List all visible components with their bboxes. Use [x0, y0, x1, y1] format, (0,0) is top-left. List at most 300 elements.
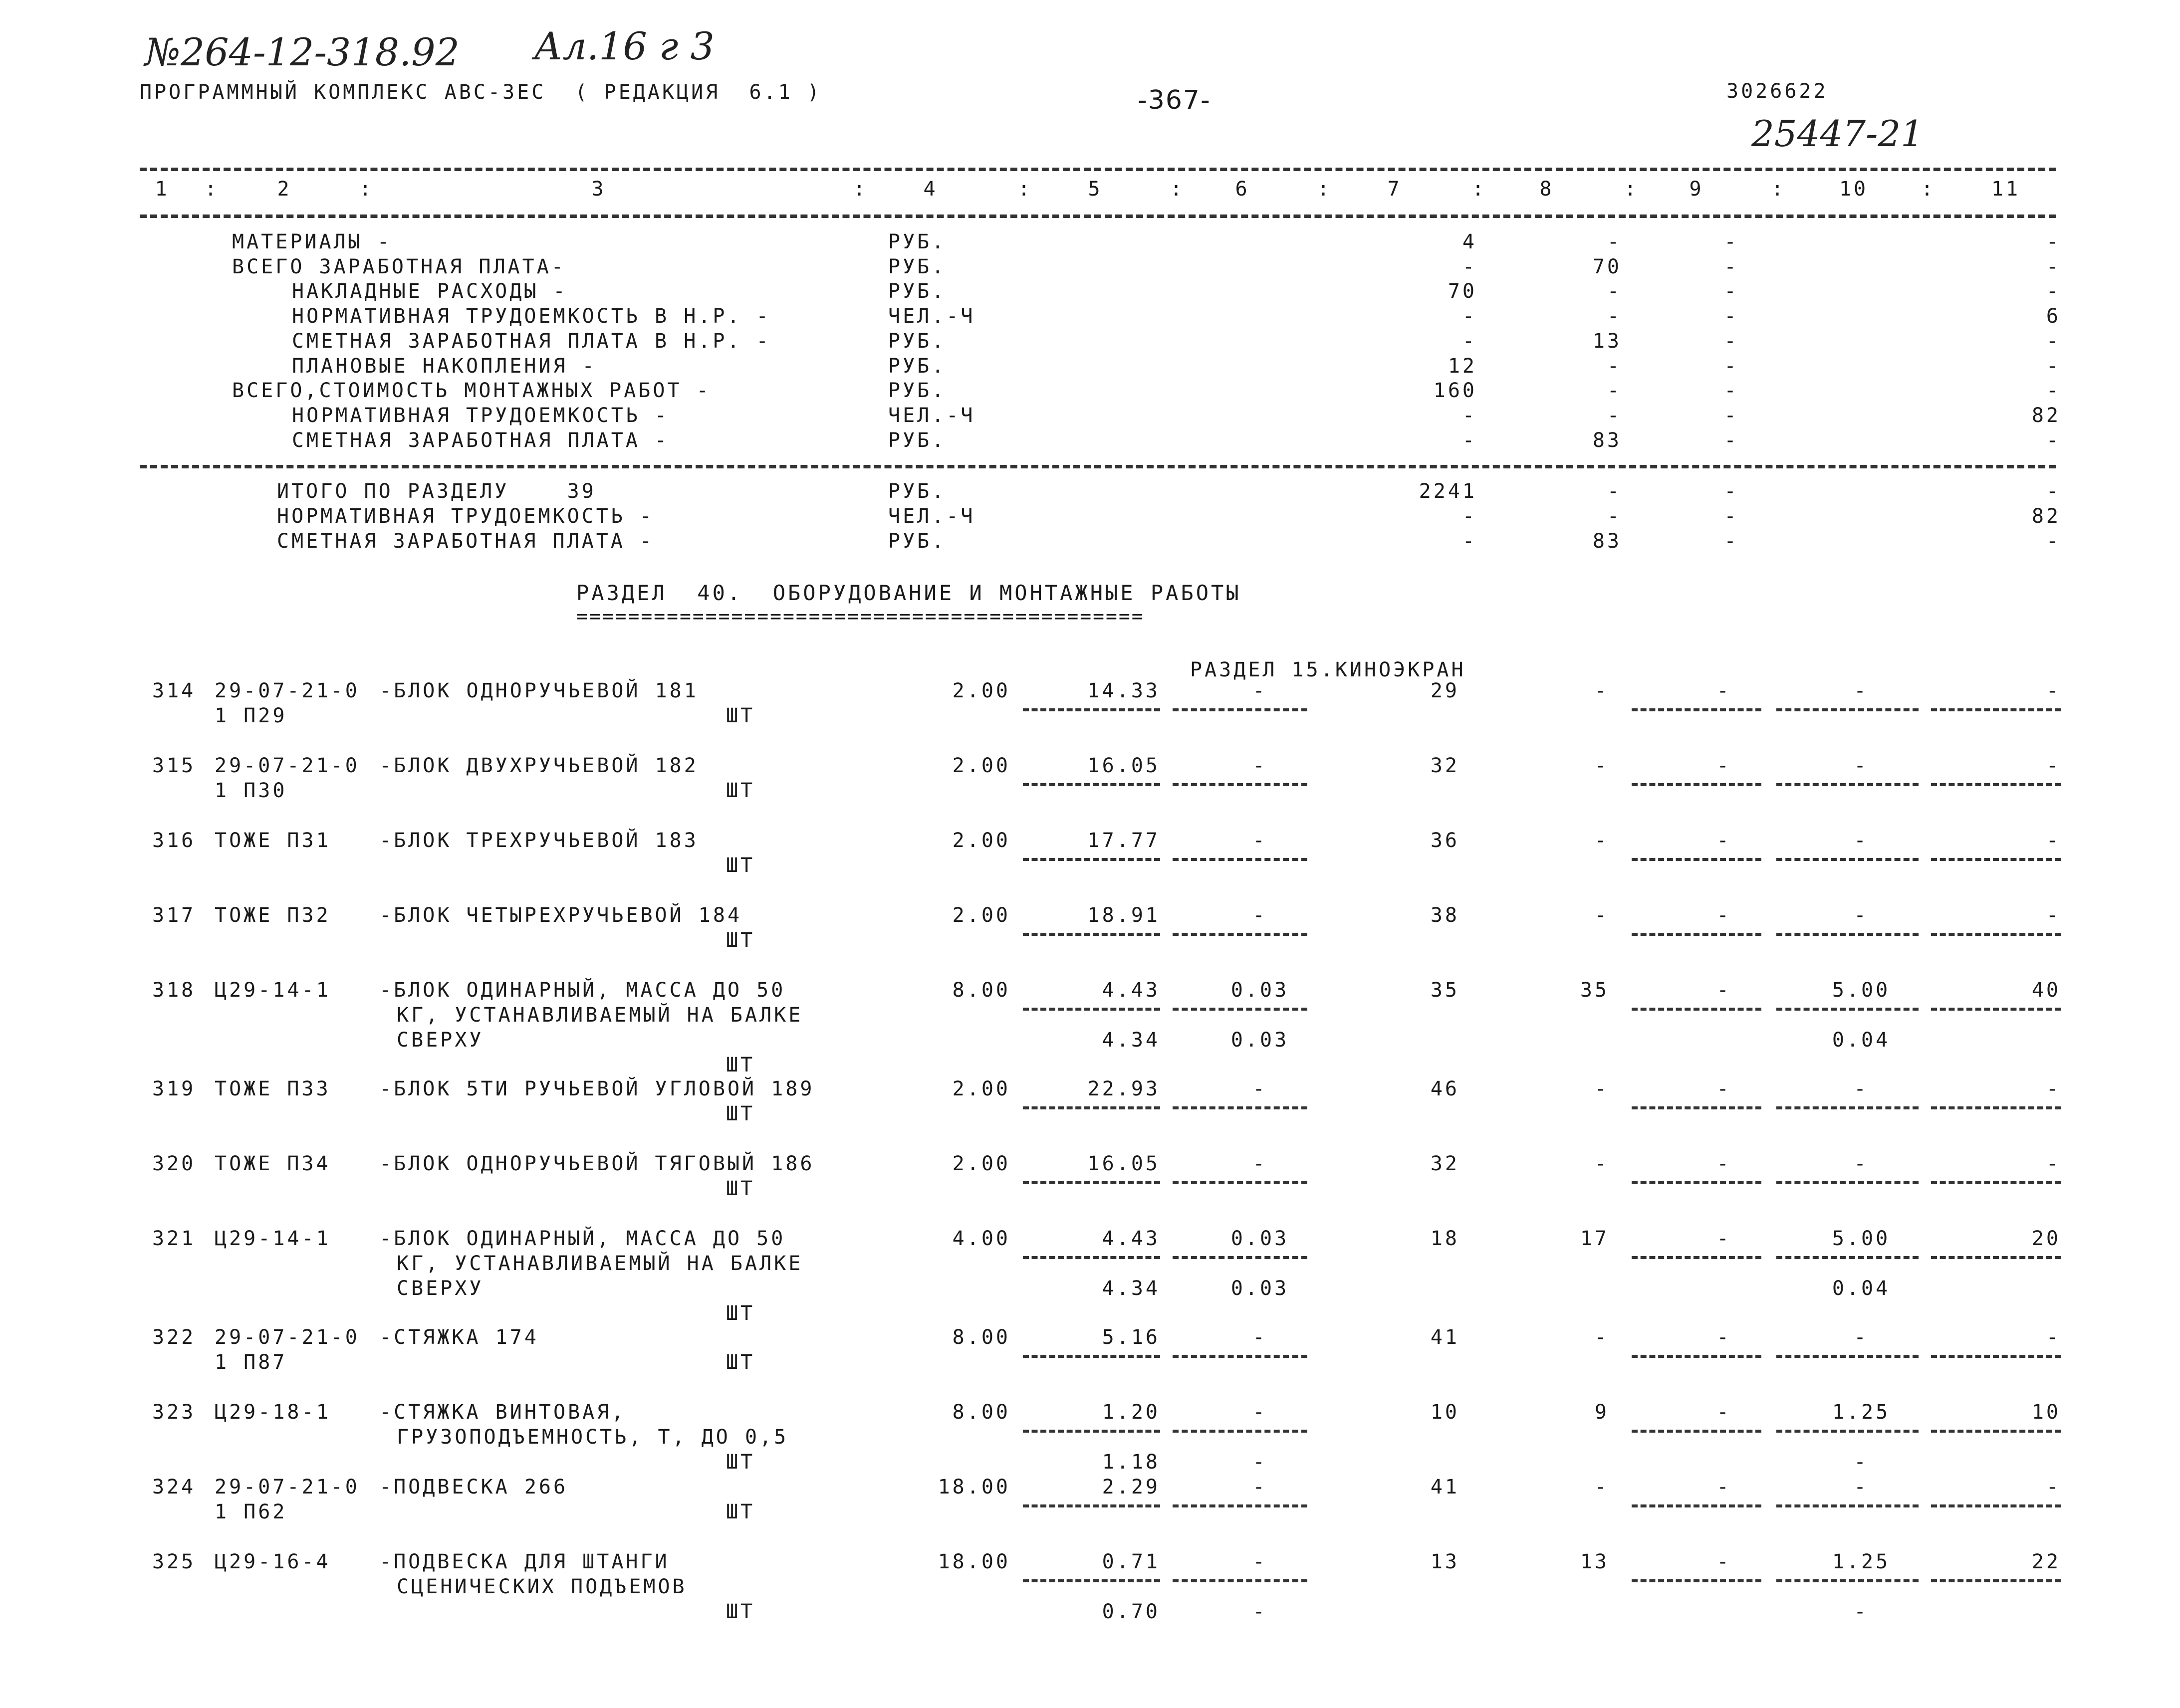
item-code-line2: 1 П87 — [215, 1351, 287, 1374]
divider-col5 — [1023, 1106, 1160, 1109]
summary-col8: - — [1607, 230, 1622, 253]
item-col11: - — [2046, 679, 2061, 702]
column-number: 3 — [591, 178, 606, 201]
divider-col11 — [1931, 783, 2061, 786]
divider-col11 — [1931, 1181, 2061, 1184]
item-col7: 46 — [1430, 1077, 1459, 1100]
item-col5: 2.29 — [1102, 1476, 1160, 1498]
divider-col10 — [1776, 933, 1919, 936]
item-col9: - — [1716, 829, 1731, 852]
divider-col9 — [1632, 1504, 1761, 1507]
totals-col8: - — [1607, 480, 1622, 503]
item-code-line2: 1 П29 — [215, 704, 287, 727]
item-col11: - — [2046, 1476, 2061, 1498]
divider-col5 — [1023, 1256, 1160, 1259]
item-col10: 5.00 — [1832, 1227, 1891, 1250]
item-col8: 9 — [1594, 1401, 1609, 1424]
summary-col8: 13 — [1592, 329, 1622, 353]
summary-label: НОРМАТИВНАЯ ТРУДОЕМКОСТЬ - — [292, 404, 670, 427]
item-col8: 13 — [1580, 1550, 1609, 1573]
item-unit: ШТ — [726, 704, 755, 727]
item-col6: - — [1252, 829, 1267, 852]
divider-col6 — [1173, 1430, 1307, 1433]
divider-col11 — [1931, 1430, 2061, 1433]
item-col10: - — [1854, 904, 1869, 927]
totals-unit: РУБ. — [888, 480, 947, 503]
item-col10: - — [1854, 829, 1869, 852]
item-col10-sub: - — [1854, 1600, 1869, 1623]
item-quantity: 2.00 — [952, 1077, 1010, 1100]
item-code: ТОЖЕ П34 — [215, 1152, 331, 1175]
item-unit: ШТ — [726, 1102, 755, 1125]
column-separator: : — [1624, 178, 1639, 201]
item-col5: 1.20 — [1102, 1401, 1160, 1424]
item-col11: - — [2046, 1077, 2061, 1100]
summary-label: СМЕТНАЯ ЗАРАБОТНАЯ ПЛАТА В Н.Р. - — [292, 329, 771, 353]
item-col11: - — [2046, 904, 2061, 927]
divider-col6 — [1173, 1579, 1307, 1582]
summary-unit: ЧЕЛ.-Ч — [888, 404, 975, 427]
item-col10-sub: 0.04 — [1832, 1277, 1891, 1300]
divider-col9 — [1632, 1430, 1761, 1433]
item-quantity: 4.00 — [952, 1227, 1010, 1250]
item-col9: - — [1716, 754, 1731, 777]
divider-col11 — [1931, 1355, 2061, 1358]
summary-col7: 4 — [1462, 230, 1477, 253]
divider-col5 — [1023, 1355, 1160, 1358]
item-col8: - — [1594, 1077, 1609, 1100]
column-separator: : — [359, 178, 374, 201]
divider-col9 — [1632, 1106, 1761, 1109]
item-code-line2: 1 П62 — [215, 1500, 287, 1523]
totals-col7: - — [1462, 505, 1477, 528]
item-col9: - — [1716, 679, 1731, 702]
divider-col6 — [1173, 1106, 1307, 1109]
item-col8: 17 — [1580, 1227, 1609, 1250]
summary-col7: - — [1462, 255, 1477, 278]
item-number: 320 — [152, 1152, 196, 1175]
item-col8: - — [1594, 1326, 1609, 1349]
item-number: 318 — [152, 979, 196, 1002]
summary-col11: - — [2046, 354, 2061, 378]
item-col9: - — [1716, 1152, 1731, 1175]
item-col6: - — [1252, 1152, 1267, 1175]
item-col6: 0.03 — [1230, 979, 1289, 1002]
item-col6: - — [1252, 1550, 1267, 1573]
header-rule-bottom — [140, 214, 2056, 218]
page-number: -367- — [1138, 85, 1211, 115]
summary-col11: - — [2046, 379, 2061, 403]
item-number: 319 — [152, 1077, 196, 1100]
column-separator: : — [1317, 178, 1332, 201]
item-col10: - — [1854, 754, 1869, 777]
item-quantity: 18.00 — [938, 1476, 1010, 1498]
item-col7: 18 — [1430, 1227, 1459, 1250]
divider-col11 — [1931, 1504, 2061, 1507]
item-number: 325 — [152, 1550, 196, 1573]
totals-col11: - — [2046, 530, 2061, 553]
item-name: -БЛОК 5ТИ РУЧЬЕВОЙ УГЛОВОЙ 189 — [379, 1077, 815, 1100]
item-unit: ШТ — [726, 1451, 755, 1474]
divider-col11 — [1931, 1579, 2061, 1582]
item-col5: 4.43 — [1102, 979, 1160, 1002]
item-col11: - — [2046, 754, 2061, 777]
column-separator: : — [1170, 178, 1185, 201]
summary-col9: - — [1724, 329, 1739, 353]
divider-col5 — [1023, 933, 1160, 936]
summary-col11: 82 — [2031, 404, 2061, 427]
totals-label: ИТОГО ПО РАЗДЕЛУ 39 — [277, 480, 596, 503]
item-col5: 22.93 — [1087, 1077, 1160, 1100]
summary-col7: - — [1462, 404, 1477, 427]
totals-col11: - — [2046, 480, 2061, 503]
totals-unit: ЧЕЛ.-Ч — [888, 505, 975, 528]
summary-label: ПЛАНОВЫЕ НАКОПЛЕНИЯ - — [292, 354, 597, 378]
summary-label: НОРМАТИВНАЯ ТРУДОЕМКОСТЬ В Н.Р. - — [292, 305, 771, 328]
item-unit: ШТ — [726, 854, 755, 877]
summary-col7: 12 — [1448, 354, 1477, 378]
summary-unit: РУБ. — [888, 280, 947, 303]
item-col9: - — [1716, 1326, 1731, 1349]
column-number: 4 — [923, 178, 938, 201]
summary-unit: РУБ. — [888, 354, 947, 378]
item-name: -СТЯЖКА ВИНТОВАЯ, — [379, 1401, 626, 1424]
item-number: 314 — [152, 679, 196, 702]
item-name: СЦЕНИЧЕСКИХ ПОДЪЕМОВ — [397, 1575, 687, 1598]
item-col11: 10 — [2031, 1401, 2061, 1424]
divider-col6 — [1173, 1355, 1307, 1358]
column-number: 7 — [1387, 178, 1402, 201]
item-col6: 0.03 — [1230, 1227, 1289, 1250]
item-number: 323 — [152, 1401, 196, 1424]
divider-col10 — [1776, 1430, 1919, 1433]
item-number: 316 — [152, 829, 196, 852]
item-col5: 14.33 — [1087, 679, 1160, 702]
item-col7: 13 — [1430, 1550, 1459, 1573]
item-col5: 0.71 — [1102, 1550, 1160, 1573]
summary-label: СМЕТНАЯ ЗАРАБОТНАЯ ПЛАТА - — [292, 428, 670, 452]
item-name: -ПОДВЕСКА ДЛЯ ШТАНГИ — [379, 1550, 670, 1573]
column-separator: : — [1018, 178, 1033, 201]
item-col10: - — [1854, 1476, 1869, 1498]
item-code: 29-07-21-0 — [215, 679, 360, 702]
item-number: 321 — [152, 1227, 196, 1250]
summary-col11: 6 — [2046, 305, 2061, 328]
item-unit: ШТ — [726, 1177, 755, 1200]
totals-rule — [140, 465, 2056, 468]
divider-col10 — [1776, 1008, 1919, 1011]
item-quantity: 8.00 — [952, 1326, 1010, 1349]
column-number: 11 — [1991, 178, 2021, 201]
summary-col8: 83 — [1592, 428, 1622, 452]
divider-col9 — [1632, 1181, 1761, 1184]
summary-label: МАТЕРИАЛЫ - — [232, 230, 392, 253]
item-col7: 29 — [1430, 679, 1459, 702]
item-col5-sub: 0.70 — [1102, 1600, 1160, 1623]
item-quantity: 2.00 — [952, 829, 1010, 852]
divider-col10 — [1776, 1579, 1919, 1582]
item-name: -БЛОК ОДНОРУЧЬЕВОЙ ТЯГОВЫЙ 186 — [379, 1152, 815, 1175]
divider-col10 — [1776, 783, 1919, 786]
summary-col11: - — [2046, 230, 2061, 253]
summary-col8: - — [1607, 379, 1622, 403]
item-code: Ц29-18-1 — [215, 1401, 331, 1424]
item-quantity: 8.00 — [952, 979, 1010, 1002]
summary-col8: 70 — [1592, 255, 1622, 278]
summary-unit: РУБ. — [888, 230, 947, 253]
summary-col8: - — [1607, 280, 1622, 303]
subsection-title: РАЗДЕЛ 15.КИНОЭКРАН — [1190, 658, 1466, 681]
column-number: 5 — [1088, 178, 1103, 201]
item-unit: ШТ — [726, 1600, 755, 1623]
column-number: 10 — [1839, 178, 1869, 201]
item-col6: - — [1252, 754, 1267, 777]
divider-col6 — [1173, 783, 1307, 786]
item-col10: - — [1854, 1077, 1869, 1100]
divider-col5 — [1023, 783, 1160, 786]
item-quantity: 2.00 — [952, 904, 1010, 927]
summary-label: НАКЛАДНЫЕ РАСХОДЫ - — [292, 280, 568, 303]
item-code: ТОЖЕ П33 — [215, 1077, 331, 1100]
summary-col9: - — [1724, 280, 1739, 303]
item-number: 322 — [152, 1326, 196, 1349]
divider-col9 — [1632, 708, 1761, 711]
item-col6: - — [1252, 1077, 1267, 1100]
item-col7: 41 — [1430, 1326, 1459, 1349]
summary-col7: - — [1462, 428, 1477, 452]
item-code: Ц29-14-1 — [215, 979, 331, 1002]
handwritten-code: 25447-21 — [1751, 113, 1924, 155]
item-col11: - — [2046, 1152, 2061, 1175]
item-col5: 4.43 — [1102, 1227, 1160, 1250]
summary-col11: - — [2046, 329, 2061, 353]
program-title: ПРОГРАММНЫЙ КОМПЛЕКС АВС-3ЕС ( РЕДАКЦИЯ 6.1 ) — [140, 81, 822, 104]
item-col8: 35 — [1580, 979, 1609, 1002]
item-unit: ШТ — [726, 1351, 755, 1374]
summary-col9: - — [1724, 379, 1739, 403]
totals-label: СМЕТНАЯ ЗАРАБОТНАЯ ПЛАТА - — [277, 530, 655, 553]
item-col8: - — [1594, 679, 1609, 702]
column-number: 6 — [1235, 178, 1250, 201]
item-quantity: 2.00 — [952, 754, 1010, 777]
divider-col6 — [1173, 933, 1307, 936]
item-col11: 20 — [2031, 1227, 2061, 1250]
item-col10-sub: 0.04 — [1832, 1029, 1891, 1052]
section-title: РАЗДЕЛ 40. ОБОРУДОВАНИЕ И МОНТАЖНЫЕ РАБОТЫ — [576, 581, 1241, 605]
item-col7: 32 — [1430, 1152, 1459, 1175]
divider-col6 — [1173, 1181, 1307, 1184]
divider-col5 — [1023, 858, 1160, 861]
item-col10: - — [1854, 679, 1869, 702]
item-name: -БЛОК ЧЕТЫРЕХРУЧЬЕВОЙ 184 — [379, 904, 742, 927]
totals-unit: РУБ. — [888, 530, 947, 553]
item-col9: - — [1716, 1550, 1731, 1573]
divider-col10 — [1776, 1181, 1919, 1184]
divider-col10 — [1776, 1106, 1919, 1109]
divider-col11 — [1931, 858, 2061, 861]
item-code: 29-07-21-0 — [215, 1326, 360, 1349]
item-code: ТОЖЕ П32 — [215, 904, 331, 927]
divider-col5 — [1023, 708, 1160, 711]
item-col5: 5.16 — [1102, 1326, 1160, 1349]
summary-col9: - — [1724, 230, 1739, 253]
divider-col11 — [1931, 708, 2061, 711]
summary-col9: - — [1724, 305, 1739, 328]
item-col7: 10 — [1430, 1401, 1459, 1424]
totals-col8: 83 — [1592, 530, 1622, 553]
item-col6: - — [1252, 679, 1267, 702]
column-number: 9 — [1689, 178, 1704, 201]
item-col5: 18.91 — [1087, 904, 1160, 927]
divider-col10 — [1776, 708, 1919, 711]
item-name: -БЛОК ОДНОРУЧЬЕВОЙ 181 — [379, 679, 699, 702]
divider-col6 — [1173, 858, 1307, 861]
divider-col5 — [1023, 1504, 1160, 1507]
divider-col11 — [1931, 933, 2061, 936]
item-code: ТОЖЕ П31 — [215, 829, 331, 852]
item-code-line2: 1 П30 — [215, 779, 287, 802]
divider-col5 — [1023, 1181, 1160, 1184]
item-name: -БЛОК ОДИНАРНЫЙ, МАССА ДО 50 — [379, 1227, 786, 1250]
summary-col9: - — [1724, 354, 1739, 378]
handwritten-doc-number: №264-12-318.92 — [145, 30, 460, 74]
item-unit: ШТ — [726, 1500, 755, 1523]
item-name: ГРУЗОПОДЪЕМНОСТЬ, Т, ДО 0,5 — [397, 1426, 789, 1449]
item-col11: - — [2046, 829, 2061, 852]
totals-label: НОРМАТИВНАЯ ТРУДОЕМКОСТЬ - — [277, 505, 655, 528]
item-col10: - — [1854, 1326, 1869, 1349]
item-number: 324 — [152, 1476, 196, 1498]
column-separator: : — [853, 178, 868, 201]
item-col9: - — [1716, 1077, 1731, 1100]
item-unit: ШТ — [726, 929, 755, 952]
summary-label: ВСЕГО ЗАРАБОТНАЯ ПЛАТА- — [232, 255, 566, 278]
item-col6: - — [1252, 1326, 1267, 1349]
item-col10: 1.25 — [1832, 1550, 1891, 1573]
summary-col11: - — [2046, 428, 2061, 452]
summary-col7: 70 — [1448, 280, 1477, 303]
item-col6-sub: 0.03 — [1230, 1029, 1289, 1052]
item-col8: - — [1594, 754, 1609, 777]
summary-col8: - — [1607, 404, 1622, 427]
handwritten-album: Ал.16 г 3 — [534, 24, 715, 68]
totals-col8: - — [1607, 505, 1622, 528]
summary-unit: РУБ. — [888, 255, 947, 278]
item-col8: - — [1594, 1152, 1609, 1175]
item-col7: 32 — [1430, 754, 1459, 777]
divider-col10 — [1776, 1355, 1919, 1358]
divider-col10 — [1776, 1256, 1919, 1259]
item-col11: 40 — [2031, 979, 2061, 1002]
item-col9: - — [1716, 979, 1731, 1002]
summary-col11: - — [2046, 255, 2061, 278]
divider-col9 — [1632, 1256, 1761, 1259]
item-col5: 16.05 — [1087, 1152, 1160, 1175]
divider-col9 — [1632, 1008, 1761, 1011]
item-col5-sub: 4.34 — [1102, 1029, 1160, 1052]
divider-col11 — [1931, 1256, 2061, 1259]
item-col10-sub: - — [1854, 1451, 1869, 1474]
column-separator: : — [1771, 178, 1786, 201]
summary-col9: - — [1724, 255, 1739, 278]
item-col6-sub: 0.03 — [1230, 1277, 1289, 1300]
summary-unit: РУБ. — [888, 329, 947, 353]
column-separator: : — [205, 178, 220, 201]
summary-col8: - — [1607, 354, 1622, 378]
item-code: 29-07-21-0 — [215, 1476, 360, 1498]
document-id: 3026622 — [1726, 80, 1828, 103]
divider-col9 — [1632, 783, 1761, 786]
divider-col6 — [1173, 1256, 1307, 1259]
summary-unit: РУБ. — [888, 379, 947, 403]
item-col6: - — [1252, 1401, 1267, 1424]
item-col8: - — [1594, 829, 1609, 852]
item-col6-sub: - — [1252, 1600, 1267, 1623]
section-underline: ============================================ — [576, 605, 1145, 627]
divider-col11 — [1931, 1008, 2061, 1011]
item-col5: 16.05 — [1087, 754, 1160, 777]
summary-col7: 160 — [1433, 379, 1477, 403]
summary-col7: - — [1462, 329, 1477, 353]
item-quantity: 18.00 — [938, 1550, 1010, 1573]
totals-col9: - — [1724, 530, 1739, 553]
item-name: КГ, УСТАНАВЛИВАЕМЫЙ НА БАЛКЕ — [397, 1252, 803, 1275]
item-col7: 41 — [1430, 1476, 1459, 1498]
item-col8: - — [1594, 1476, 1609, 1498]
item-col6-sub: - — [1252, 1451, 1267, 1474]
item-col11: 22 — [2031, 1550, 2061, 1573]
item-unit: ШТ — [726, 1302, 755, 1325]
item-col11: - — [2046, 1326, 2061, 1349]
item-number: 315 — [152, 754, 196, 777]
summary-col7: - — [1462, 305, 1477, 328]
item-name: -БЛОК ТРЕХРУЧЬЕВОЙ 183 — [379, 829, 699, 852]
summary-col8: - — [1607, 305, 1622, 328]
item-unit: ШТ — [726, 1054, 755, 1076]
item-name: СВЕРХУ — [397, 1029, 484, 1052]
divider-col6 — [1173, 1008, 1307, 1011]
totals-col9: - — [1724, 480, 1739, 503]
column-separator: : — [1921, 178, 1936, 201]
divider-col9 — [1632, 1579, 1761, 1582]
column-number: 2 — [277, 178, 292, 201]
summary-label: ВСЕГО,СТОИМОСТЬ МОНТАЖНЫХ РАБОТ - — [232, 379, 711, 403]
item-col10: - — [1854, 1152, 1869, 1175]
item-name: -ПОДВЕСКА 266 — [379, 1476, 568, 1498]
divider-col6 — [1173, 1504, 1307, 1507]
item-col7: 38 — [1430, 904, 1459, 927]
item-name: -БЛОК ДВУХРУЧЬЕВОЙ 182 — [379, 754, 699, 777]
item-col5-sub: 1.18 — [1102, 1451, 1160, 1474]
item-code: 29-07-21-0 — [215, 754, 360, 777]
item-quantity: 2.00 — [952, 679, 1010, 702]
item-quantity: 2.00 — [952, 1152, 1010, 1175]
item-col9: - — [1716, 1401, 1731, 1424]
divider-col5 — [1023, 1430, 1160, 1433]
item-col9: - — [1716, 1227, 1731, 1250]
item-code: Ц29-14-1 — [215, 1227, 331, 1250]
divider-col10 — [1776, 1504, 1919, 1507]
divider-col5 — [1023, 1579, 1160, 1582]
item-col7: 36 — [1430, 829, 1459, 852]
item-unit: ШТ — [726, 779, 755, 802]
summary-unit: ЧЕЛ.-Ч — [888, 305, 975, 328]
summary-col9: - — [1724, 404, 1739, 427]
summary-col11: - — [2046, 280, 2061, 303]
divider-col6 — [1173, 708, 1307, 711]
divider-col9 — [1632, 933, 1761, 936]
divider-col9 — [1632, 1355, 1761, 1358]
